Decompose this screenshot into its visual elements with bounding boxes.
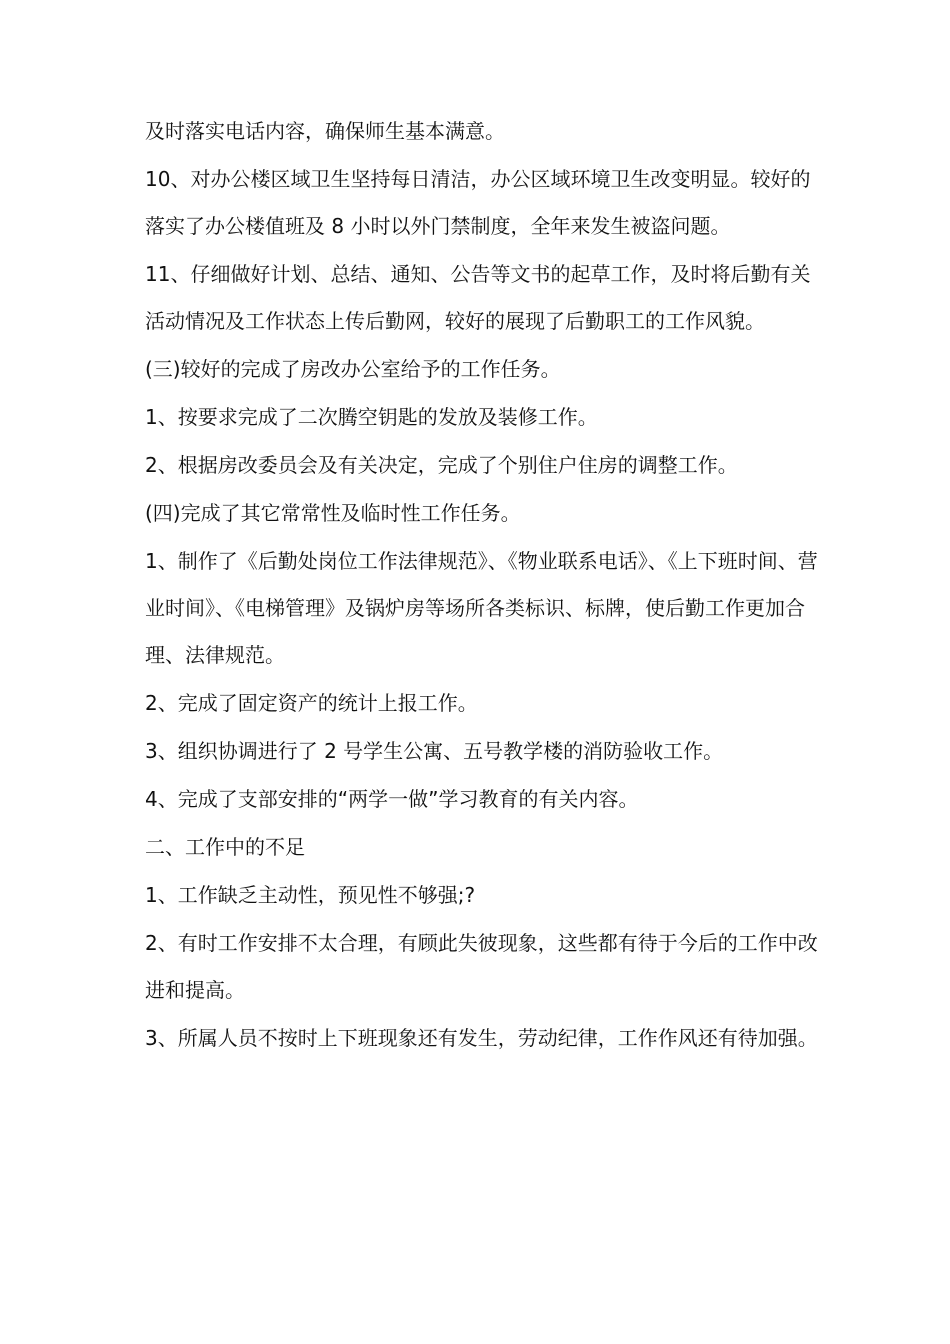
paragraph-11: 4、完成了支部安排的“两学一做”学习教育的有关内容。 xyxy=(145,787,639,811)
paragraph-14: 2、有时工作安排不太合理，有顾此失彼现象，这些都有待于今后的工作中改进和提高。 xyxy=(145,931,818,1002)
paragraph-5: 1、按要求完成了二次腾空钥匙的发放及装修工作。 xyxy=(145,405,598,429)
paragraph-15: 3、所属人员不按时上下班现象还有发生，劳动纪律，工作作风还有待加强。 xyxy=(145,1026,818,1050)
paragraph-13: 1、工作缺乏主动性，预见性不够强;? xyxy=(145,883,476,907)
paragraph-6: 2、根据房改委员会及有关决定，完成了个别住户住房的调整工作。 xyxy=(145,453,738,477)
paragraph-2: 10、对办公楼区域卫生坚持每日清洁，办公区域环境卫生改变明显。较好的落实了办公楼值班及 8 小时以外门禁制度，全年来发生被盗问题。 xyxy=(145,167,811,238)
paragraph-3: 11、仔细做好计划、总结、通知、公告等文书的起草工作，及时将后勤有关活动情况及工作状态上传后勤网，较好的展现了后勤职工的工作风貌。 xyxy=(145,262,811,333)
paragraph-4: (三)较好的完成了房改办公室给予的工作任务。 xyxy=(145,357,561,381)
document-body xyxy=(145,108,825,1063)
paragraph-1: 及时落实电话内容，确保师生基本满意。 xyxy=(145,119,505,143)
paragraph-7: (四)完成了其它常常性及临时性工作任务。 xyxy=(145,501,521,525)
paragraph-8: 1、制作了《后勤处岗位工作法律规范》、《物业联系电话》、《上下班时间、营业时间》、《电梯管理》及锅炉房等场所各类标识、标牌，使后勤工作更加合理、法律规范。 xyxy=(145,549,818,667)
paragraph-10: 3、组织协调进行了 2 号学生公寓、五号教学楼的消防验收工作。 xyxy=(145,739,724,763)
section-heading: 二、工作中的不足 xyxy=(145,835,305,859)
paragraph-9: 2、完成了固定资产的统计上报工作。 xyxy=(145,691,478,715)
